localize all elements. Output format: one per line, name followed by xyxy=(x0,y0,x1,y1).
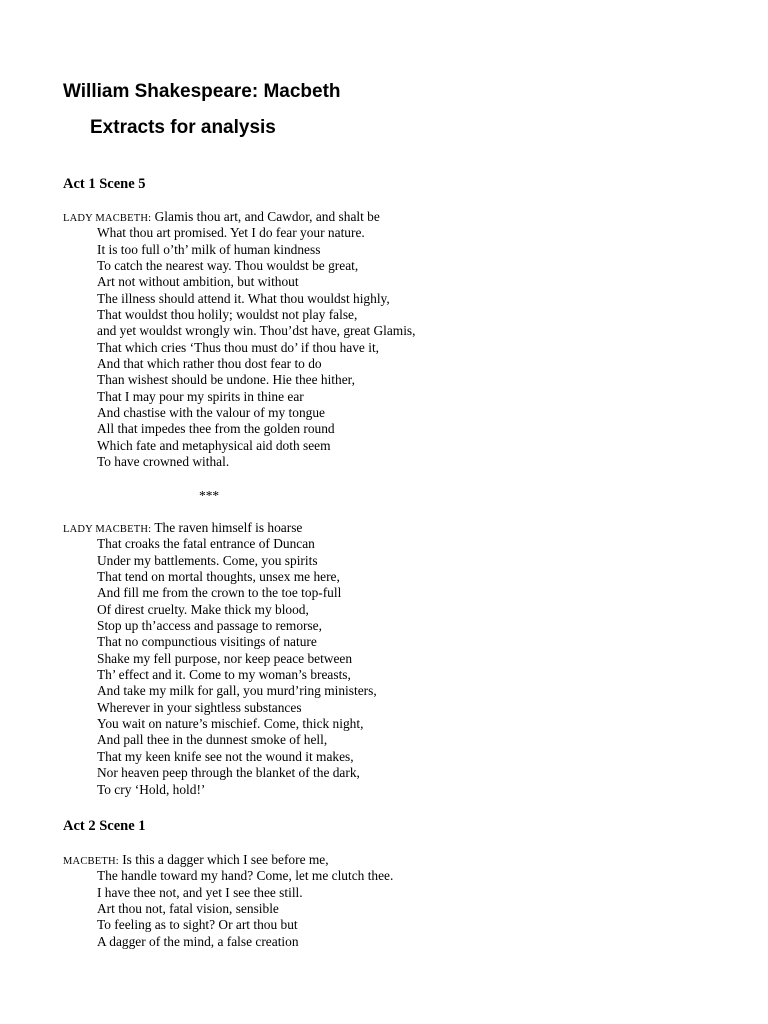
verse-line: And fill me from the crown to the toe top-full xyxy=(97,585,342,601)
document-subtitle: Extracts for analysis xyxy=(90,117,276,138)
speech-first-line xyxy=(63,852,393,868)
verse-line: All that impedes thee from the golden round xyxy=(97,421,335,437)
speech-first-line xyxy=(63,209,415,225)
verse-line: And that which rather thou dost fear to do xyxy=(97,356,322,372)
document-title: William Shakespeare: Macbeth xyxy=(63,81,341,102)
verse-line: I have thee not, and yet I see thee still. xyxy=(97,884,303,900)
speech-lady-macbeth-raven xyxy=(63,520,377,798)
speaker-name: LADY MACBETH: xyxy=(63,524,152,535)
verse-line: That tend on mortal thoughts, unsex me here, xyxy=(97,569,340,585)
verse-line: That croaks the fatal entrance of Duncan xyxy=(97,536,315,552)
verse-line: Art not without ambition, but without xyxy=(97,274,299,290)
verse-line: And pall thee in the dunnest smoke of hell, xyxy=(97,732,328,748)
verse-line: Th’ effect and it. Come to my woman’s breasts, xyxy=(97,667,351,683)
speech-first-line xyxy=(63,520,377,536)
verse-line: Glamis thou art, and Cawdor, and shalt be xyxy=(154,209,380,224)
verse-line: The handle toward my hand? Come, let me clutch thee. xyxy=(97,868,394,884)
speech-macbeth-dagger xyxy=(63,852,393,950)
verse-line: That my keen knife see not the wound it makes, xyxy=(97,748,354,764)
verse-line: Of direst cruelty. Make thick my blood, xyxy=(97,601,309,617)
verse-line: Art thou not, fatal vision, sensible xyxy=(97,901,279,917)
verse-line: To feeling as to sight? Or art thou but xyxy=(97,917,298,933)
verse-line: And chastise with the valour of my tongue xyxy=(97,405,325,421)
verse-line: That wouldst thou holily; wouldst not play false, xyxy=(97,307,358,323)
speaker-name: MACBETH: xyxy=(63,856,119,867)
section-separator: *** xyxy=(199,488,220,503)
verse-line: You wait on nature’s mischief. Come, thick night, xyxy=(97,716,364,732)
verse-line: Under my battlements. Come, you spirits xyxy=(97,552,318,568)
verse-line: And take my milk for gall, you murd’ring ministers, xyxy=(97,683,377,699)
verse-line: Wherever in your sightless substances xyxy=(97,699,302,715)
verse-line: Is this a dagger which I see before me, xyxy=(122,852,329,867)
section-heading-act1-scene5: Act 1 Scene 5 xyxy=(63,176,146,192)
verse-line: What thou art promised. Yet I do fear your nature. xyxy=(97,225,365,241)
verse-line: That no compunctious visitings of nature xyxy=(97,634,317,650)
verse-line: To have crowned withal. xyxy=(97,454,230,470)
section-heading-act2-scene1: Act 2 Scene 1 xyxy=(63,818,146,834)
verse-line: Shake my fell purpose, nor keep peace between xyxy=(97,650,353,666)
verse-line: It is too full o’th’ milk of human kindness xyxy=(97,241,321,257)
verse-line: The raven himself is hoarse xyxy=(154,520,303,535)
verse-line: Stop up th’access and passage to remorse, xyxy=(97,618,322,634)
speaker-name: LADY MACBETH: xyxy=(63,213,152,224)
verse-line: To catch the nearest way. Thou wouldst be great, xyxy=(97,258,359,274)
verse-line: That which cries ‘Thus thou must do’ if thou have it, xyxy=(97,339,380,355)
verse-line: Nor heaven peep through the blanket of the dark, xyxy=(97,765,360,781)
verse-line: Than wishest should be undone. Hie thee hither, xyxy=(97,372,355,388)
verse-line: To cry ‘Hold, hold!’ xyxy=(97,781,206,797)
verse-line: The illness should attend it. What thou wouldst highly, xyxy=(97,290,390,306)
verse-line: A dagger of the mind, a false creation xyxy=(97,933,299,949)
verse-line: and yet wouldst wrongly win. Thou’dst have, great Glamis, xyxy=(97,323,416,339)
verse-line: That I may pour my spirits in thine ear xyxy=(97,388,304,404)
verse-line: Which fate and metaphysical aid doth seem xyxy=(97,437,331,453)
speech-lady-macbeth-glamis xyxy=(63,209,415,471)
